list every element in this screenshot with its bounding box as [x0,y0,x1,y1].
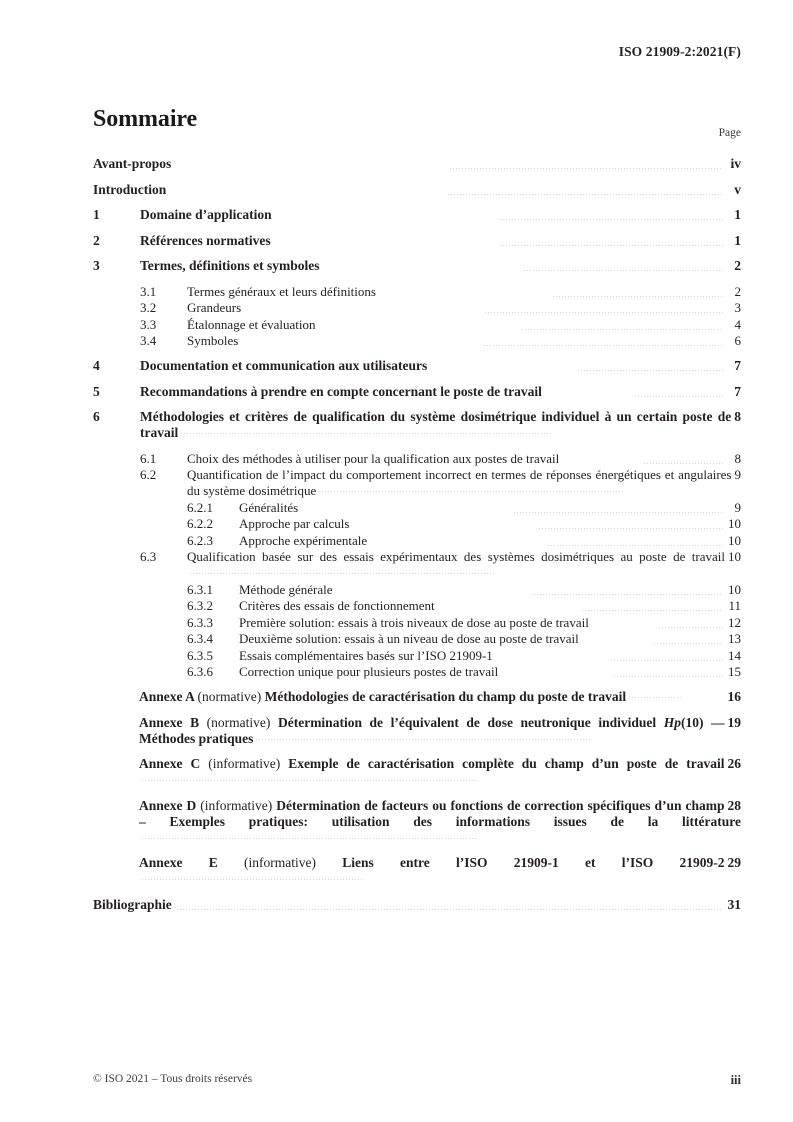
toc-entry-page: 1 [734,232,742,248]
toc-entry-number: 6.3.1 [187,581,213,597]
toc-entry-page: 10 [728,516,742,531]
toc-entry-title: Termes, définitions et symboles [140,258,320,273]
toc-annex-entry[interactable] [93,715,741,747]
toc-entry-title: Symboles [187,333,239,348]
toc-entry-title: Deuxième solution: essais à un niveau de dose au poste de travail [239,631,579,646]
toc-entry[interactable] [93,207,741,223]
dot-leader [538,528,723,529]
toc-entry[interactable] [93,451,741,467]
toc-entry-number: 2 [93,232,100,248]
toc-entry-title: Références normatives [140,232,271,248]
toc-entry-page: 1 [734,207,742,222]
toc-entry-title: Introduction [93,181,167,197]
toc-entry-page: 3 [734,300,741,315]
page-title: Sommaire [93,106,198,132]
dot-leader [634,396,723,397]
toc-entry-number: 6.3.5 [187,647,213,663]
toc-entry[interactable] [93,258,741,274]
toc-bibliography-entry[interactable] [93,897,741,913]
copyright-notice: © ISO 2021 – Tous droits réservés [93,1073,253,1085]
toc-entry-page: 10 [728,532,742,548]
dot-leader [176,909,723,910]
running-header: ISO 21909-2:2021(F) [618,44,741,59]
toc-entry-number: 1 [93,207,100,222]
toc-entry-page: 9 [734,499,742,515]
toc-entry-number: 3.2 [140,300,157,315]
toc-entry-page: 14 [728,647,741,663]
dot-leader [523,270,723,271]
toc-entry-number: 4 [93,358,100,373]
dot-leader [552,296,724,297]
toc-entry-page: 11 [728,598,742,613]
toc-entry-title: Qualification basée sur des essais expérimentaux des systèmes dosimétriques au poste de travail [187,549,725,564]
toc-entry-title: Domaine d’application [140,207,272,222]
dot-leader [628,697,682,698]
dot-leader [141,780,478,781]
toc-entry-page: 13 [728,631,741,646]
toc-annex-page: 29 [727,855,741,870]
toc-entry-title: Grandeurs [187,300,242,315]
annex-title-pre: Détermination de l’équivalent de dose neutronique individuel [277,714,664,730]
toc-annex-list [93,689,741,887]
table-of-contents [93,156,741,913]
annex-label: Annexe E [139,855,218,870]
toc-entry[interactable] [93,582,741,598]
toc-entry-title: Avant-propos [93,156,172,171]
dot-leader [521,329,723,330]
toc-entry-number: 6.3.4 [187,631,213,646]
toc-entry[interactable] [93,648,741,664]
toc-entry-page: 4 [734,316,742,332]
dot-leader [499,245,723,246]
toc-annex-entry[interactable] [93,855,741,887]
toc-entry-page: 9 [734,467,741,482]
annex-title: Liens entre l’ISO 21909-1 et l’ISO 21909-2 [342,855,725,870]
toc-entry-number: 6 [93,409,100,424]
dot-leader [483,345,723,346]
toc-entry-number: 6.3 [140,549,157,564]
annex-title: Méthodologies de caractérisation du champ du poste de travail [264,689,627,704]
toc-entry-title: Généralités [239,499,299,515]
toc-entry-number: 6.2.2 [187,516,213,531]
toc-annex-page: 28 [727,797,741,813]
toc-entry-page: 8 [734,409,741,424]
toc-entry-title: Approche expérimentale [239,532,368,548]
dot-leader [530,594,723,595]
toc-title-row [93,106,741,140]
dot-leader [449,168,723,169]
toc-entry[interactable] [93,549,741,581]
toc-entry-page: 6 [734,333,742,348]
annex-label: Annexe D [139,797,197,813]
toc-entry[interactable] [93,467,741,499]
annex-label: Annexe B [139,714,200,730]
toc-entry-title: Correction unique pour plusieurs postes de travail [239,664,499,679]
toc-entry-title: Choix des méthodes à utiliser pour la qualification aux postes de travail [187,450,560,466]
toc-annex-page: 26 [727,756,741,771]
toc-entry[interactable] [93,333,741,349]
dot-leader [447,194,723,195]
toc-entry-title: Recommandations à prendre en compte concernant le poste de travail [140,383,542,399]
annex-kind: (normative) [197,689,262,704]
page-footer [93,1073,741,1089]
dot-leader [577,370,723,371]
dot-leader [318,491,623,492]
toc-entry-title: Documentation et communication aux utilisateurs [140,358,428,373]
toc-entry[interactable] [93,664,741,680]
toc-annex-entry[interactable] [93,798,741,846]
toc-entry-title: Méthodologies et critères de qualification du système dosimétrique individuel à un certain poste de travail [140,409,732,440]
dot-leader [658,627,723,628]
toc-entry[interactable] [93,533,741,549]
toc-entry-page: 8 [734,450,741,466]
bibliography-page: 31 [727,896,741,912]
toc-entry[interactable] [93,631,741,647]
dot-leader [141,879,364,880]
toc-entry-number: 5 [93,383,100,399]
toc-entry-number: 3.4 [140,333,157,348]
annex-label: Annexe C [139,756,201,771]
annex-kind: (informative) [208,756,281,771]
bibliography-label: Bibliographie [93,896,172,912]
toc-entry[interactable] [93,500,741,516]
toc-entry-page: 10 [728,549,741,564]
dot-leader [499,219,723,220]
dot-leader [610,660,723,661]
annex-kind: (normative) [206,714,271,730]
page-column-label: Page [718,127,741,139]
dot-leader [484,312,723,313]
folio-number: iii [730,1073,741,1087]
toc-entry-title: Approche par calculs [239,516,350,531]
toc-entry-title: Méthode générale [239,581,333,597]
toc-annex-entry[interactable] [93,689,741,705]
toc-annex-entry[interactable] [93,756,741,788]
toc-entry[interactable] [93,598,741,614]
toc-entry-page: 12 [728,614,742,630]
toc-entry[interactable] [93,516,741,532]
annex-kind: (informative) [200,797,273,813]
toc-entry[interactable] [93,233,741,249]
toc-entry-number: 6.2.3 [187,532,213,548]
annex-title: Détermination de facteurs ou fonctions de correction spécifiques d’un champ – Exemples pratiques: utilisation des informations issues de la littérature [139,797,741,829]
toc-entry-page: 7 [734,358,741,373]
toc-entry-list [93,156,741,680]
toc-entry[interactable] [93,615,741,631]
dot-leader [189,573,494,574]
annex-title-post: (10) — Méthodes pratiques [139,714,725,746]
annex-title-symbol: Hp [663,714,681,730]
toc-entry-number: 3.1 [140,283,157,299]
toc-entry-number: 6.1 [140,450,157,466]
toc-entry-title: Termes généraux et leurs définitions [187,283,376,299]
toc-entry-title: Étalonnage et évaluation [187,316,316,332]
toc-entry[interactable] [93,284,741,300]
annex-label: Annexe A [139,689,195,704]
toc-entry-page: iv [730,156,742,171]
toc-entry-number: 6.2.1 [187,499,213,515]
annex-kind: (informative) [244,855,316,870]
toc-entry-title: Quantification de l’impact du comportement incorrect en termes de réponses énergétiques et angulaires du système dosimétrique [187,467,732,498]
toc-entry-page: 2 [734,258,741,273]
toc-entry-number: 6.3.3 [187,614,213,630]
toc-entry[interactable] [93,384,741,400]
toc-entry-number: 6.3.2 [187,598,213,613]
dot-leader [643,463,723,464]
toc-entry[interactable] [93,156,741,172]
toc-entry-page: 7 [734,383,741,399]
toc-entry-page: 15 [728,664,742,679]
toc-entry-page: v [734,181,741,197]
dot-leader [513,512,723,513]
toc-entry[interactable] [93,182,741,198]
annex-title: Exemple de caractérisation complète du champ d’un poste de travail [288,756,725,771]
dot-leader [613,676,723,677]
dot-leader [581,610,723,611]
toc-entry-number: 3 [93,258,100,273]
toc-bibliography [93,897,741,913]
dot-leader [141,838,478,839]
toc-entry-number: 3.3 [140,316,157,332]
toc-annex-page: 16 [727,689,741,704]
toc-entry-page: 2 [734,283,742,299]
toc-entry[interactable] [93,409,741,441]
toc-entry-number: 6.3.6 [187,664,213,679]
toc-entry[interactable] [93,317,741,333]
toc-entry-page: 10 [728,581,742,597]
dot-leader [547,545,723,546]
dot-leader [180,433,553,434]
toc-entry-number: 6.2 [140,467,157,482]
toc-entry[interactable] [93,300,741,316]
toc-entry-title: Essais complémentaires basés sur l’ISO 21909-1 [239,647,493,663]
toc-entry[interactable] [93,358,741,374]
dot-leader [255,739,592,740]
toc-entry-title: Première solution: essais à trois niveaux de dose au poste de travail [239,614,589,630]
toc-entry-title: Critères des essais de fonctionnement [239,598,435,613]
toc-annex-page: 19 [727,714,741,730]
dot-leader [653,643,723,644]
